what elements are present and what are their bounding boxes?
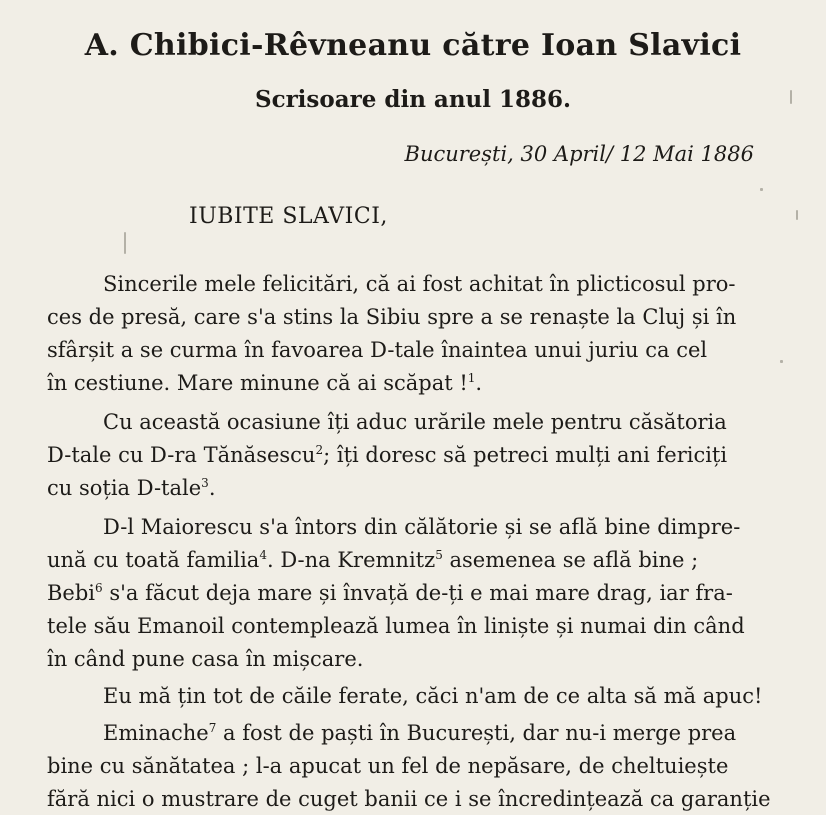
paragraph-2-line-1: Cu această ocasiune îți aduc urările mele pentru căsătoria	[103, 410, 727, 434]
footnote-ref-7: 7	[208, 721, 217, 735]
paragraph-1-line-2: ces de presă, care s'a stins la Sibiu spre a se renaște la Cluj și în	[47, 305, 737, 329]
paragraph-2-line-2: D-tale cu D-ra Tănăsescu$^2$; îți doresc să petreci mulți ani fericiți	[47, 443, 728, 467]
scan-speck	[760, 188, 763, 191]
paragraph-5-line-2: bine cu sănătatea ; l-a apucat un fel de nepăsare, de cheltuiește	[47, 754, 729, 778]
footnote-ref-2: 2	[315, 443, 324, 457]
letter-salutation: IUBITE SLAVICI,	[189, 204, 388, 229]
footnote-ref-3: 3	[201, 476, 209, 490]
paragraph-5-line-3: fără nici o mustrare de cuget banii ce i se încredințează ca garanție	[47, 787, 771, 811]
paragraph-2-line-3: cu soția D-tale$^3$.	[47, 476, 216, 500]
paragraph-3-line-4: tele său Emanoil contemplează lumea în liniște și numai din când	[47, 614, 745, 638]
scan-speck	[780, 360, 783, 363]
paragraph-3-line-1: D-l Maiorescu s'a întors din călătorie și se află bine dimpre-	[103, 515, 741, 539]
paragraph-3-line-5: în când pune casa în mișcare.	[47, 647, 364, 671]
paragraph-1-line-4: în cestiune. Mare minune că ai scăpat !$^1$.	[47, 371, 483, 395]
letter-title: A. Chibici-Rêvneanu către Ioan Slavici	[84, 28, 742, 63]
scan-speck	[796, 210, 798, 220]
paragraph-4-line-1: Eu mă țin tot de căile ferate, căci n'am de ce alta să mă apuc!	[103, 684, 763, 708]
footnote-ref-1: 1	[467, 371, 476, 385]
paragraph-1-line-1: Sincerile mele felicitări, că ai fost achitat în plicticosul pro-	[103, 272, 736, 296]
footnote-ref-5: 5	[435, 548, 443, 562]
scan-speck	[790, 90, 792, 104]
scan-speck	[124, 232, 126, 254]
paragraph-1-line-3: sfârșit a se curma în favoarea D-tale înaintea unui juriu ca cel	[47, 338, 708, 362]
paragraph-3-line-3: Bebi$^6$ s'a făcut deja mare și învață de-ți e mai mare drag, iar fra-	[47, 581, 733, 605]
letter-dateline: București, 30 April/ 12 Mai 1886	[404, 142, 754, 166]
footnote-ref-4: 4	[259, 548, 267, 562]
letter-subtitle: Scrisoare din anul 1886.	[254, 86, 572, 113]
paragraph-3-line-2: ună cu toată familia$^4$. D-na Kremnitz$^5$ asemenea se află bine ;	[47, 548, 699, 572]
footnote-ref-6: 6	[95, 581, 103, 595]
paragraph-5-line-1: Eminache$^7$ a fost de paști în București, dar nu-i merge prea	[103, 721, 737, 745]
